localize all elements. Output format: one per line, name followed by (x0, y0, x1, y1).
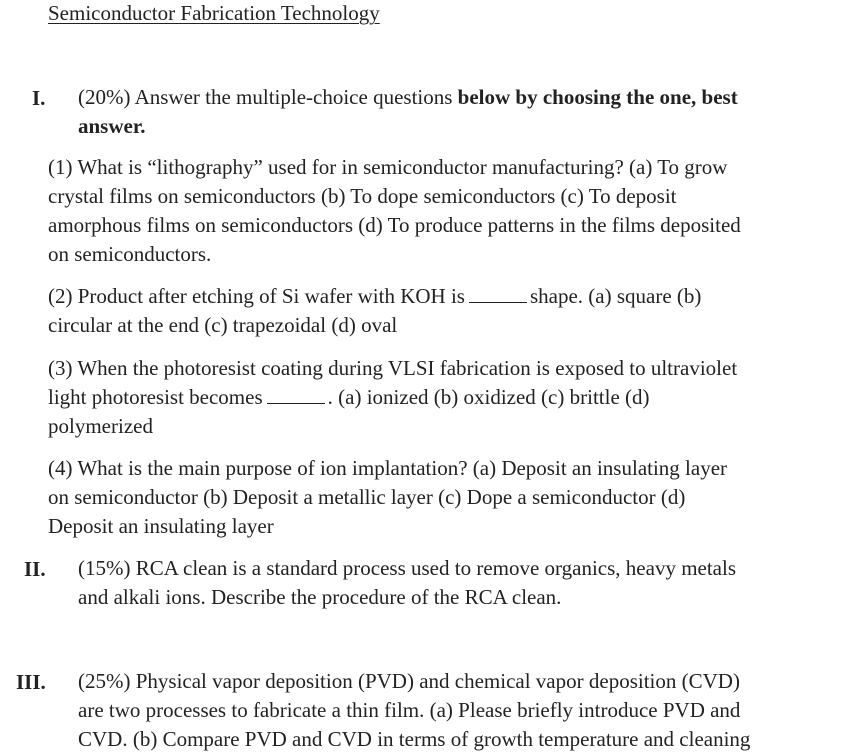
section-3-numeral: III. (16, 670, 46, 694)
section-3-line-2: are two processes to fabricate a thin film. (a) Please briefly introduce PVD and (78, 698, 741, 722)
question-1-line-1: (1) What is “lithography” used for in semiconductor manufacturing? (a) To grow (48, 155, 728, 179)
question-3-text-a: light photoresist becomes (48, 385, 263, 409)
section-1-bold-2: answer. (78, 114, 146, 138)
question-2-line-1 (48, 282, 701, 311)
page-title: Semiconductor Fabrication Technology (48, 1, 380, 25)
question-3-line-2 (48, 383, 737, 412)
question-1-line-2: crystal films on semiconductors (b) To dope semiconductors (c) To deposit (48, 184, 677, 208)
question-2-text-a: (2) Product after etching of Si wafer with KOH is (48, 284, 465, 308)
section-3-text (78, 667, 750, 754)
answer-blank (469, 282, 527, 303)
section-1-plain: (20%) Answer the multiple-choice questions (78, 85, 458, 109)
section-1-numeral: I. (32, 86, 46, 110)
section-1-text (78, 83, 738, 141)
section-3-line-3: CVD. (b) Compare PVD and CVD in terms of growth temperature and cleaning (78, 727, 751, 751)
section-1-line-2 (78, 112, 738, 141)
question-3 (48, 354, 737, 441)
question-3-line-1: (3) When the photoresist coating during VLSI fabrication is exposed to ultraviolet (48, 356, 738, 380)
question-4-line-3: Deposit an insulating layer (48, 514, 274, 538)
question-1-line-4: on semiconductors. (48, 242, 212, 266)
question-2 (48, 282, 701, 340)
answer-blank (267, 383, 325, 404)
question-3-line-3: polymerized (48, 414, 153, 438)
section-2-line-2: and alkali ions. Describe the procedure of the RCA clean. (78, 585, 562, 609)
question-4-line-2: on semiconductor (b) Deposit a metallic layer (c) Dope a semiconductor (d) (48, 485, 686, 509)
question-1 (48, 153, 741, 269)
question-1-line-3: amorphous films on semiconductors (d) To produce patterns in the films deposited (48, 213, 741, 237)
section-1-bold: below by choosing the one, best (457, 85, 738, 109)
question-4 (48, 454, 727, 541)
question-2-text-b: shape. (a) square (b) (529, 284, 702, 308)
section-2-numeral: II. (24, 557, 46, 581)
section-2-line-1: (15%) RCA clean is a standard process used to remove organics, heavy metals (78, 556, 737, 580)
section-2-text (78, 554, 736, 612)
question-3-text-b: . (a) ionized (b) oxidized (c) brittle (d) (327, 385, 650, 409)
question-4-line-1: (4) What is the main purpose of ion implantation? (a) Deposit an insulating layer (48, 456, 728, 480)
section-1-line-1 (78, 83, 738, 112)
section-3-line-1: (25%) Physical vapor deposition (PVD) and chemical vapor deposition (CVD) (78, 669, 740, 693)
question-2-line-2: circular at the end (c) trapezoidal (d) oval (48, 313, 398, 337)
